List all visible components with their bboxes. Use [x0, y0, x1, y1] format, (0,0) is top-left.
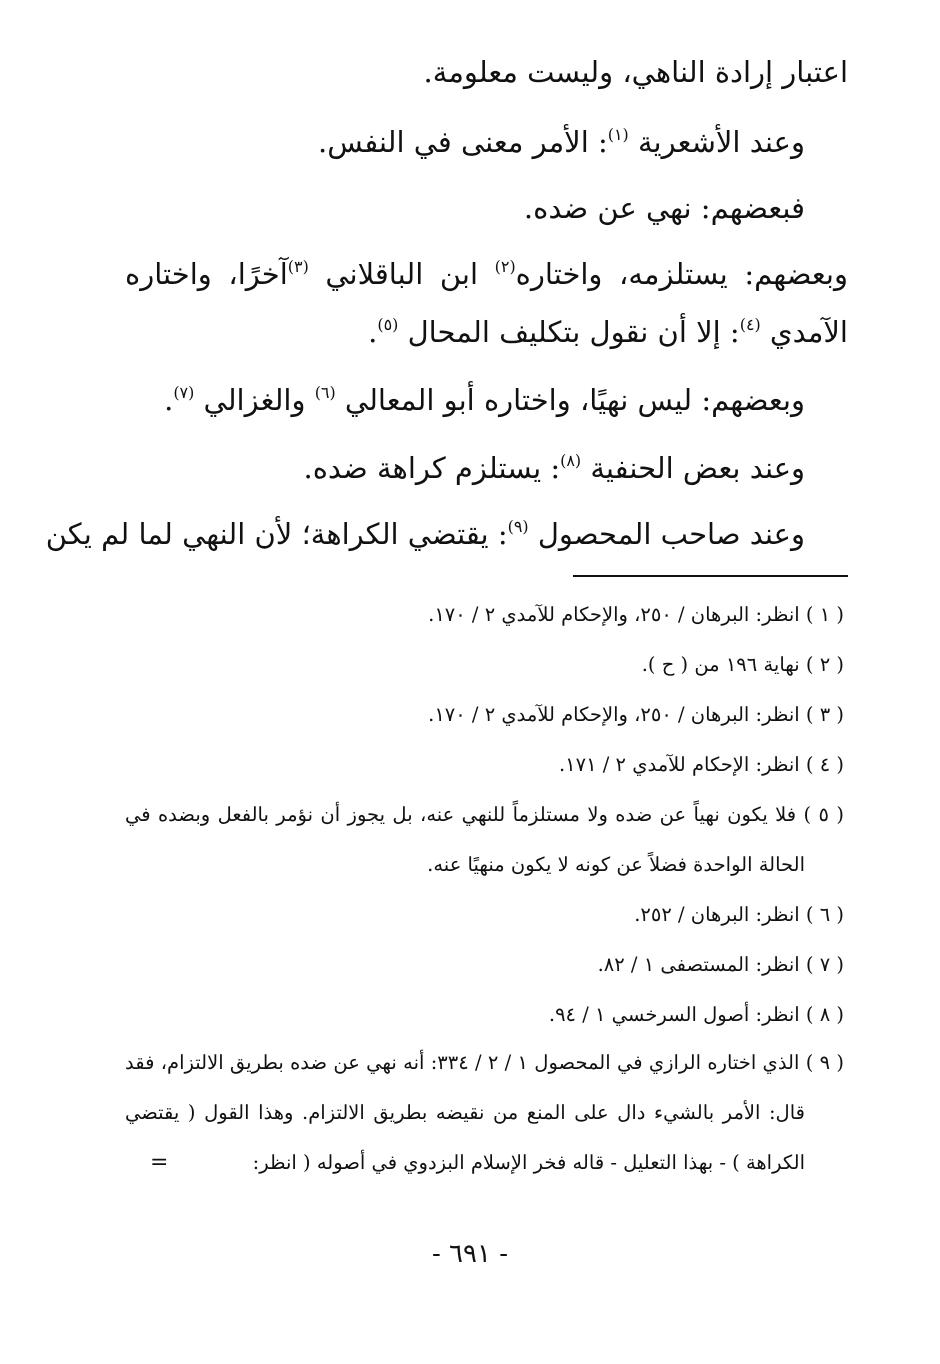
body-line-7: وعند بعض الحنفية $^{(٨)}$: يستلزم كراهة ضده. — [303, 451, 805, 485]
body-line-6: وبعضهم: ليس نهيًا، واختاره أبو المعالي $^{(٦)}$ والغزالي $^{(٧)}$. — [164, 383, 805, 417]
body-text: وبعضهم: يستلزمه، واختاره — [515, 257, 848, 291]
body-text: : يقتضي الكراهة؛ لأن النهي لما لم يكن — [45, 517, 508, 551]
body-text: : يستلزم كراهة ضده. — [303, 451, 561, 485]
footnote-ref: ٦ — [320, 383, 330, 403]
body-text: وبعضهم: ليس نهيًا، واختاره أبو المعالي — [335, 383, 805, 417]
footnote-6: ( ٦ ) انظر: البرهان / ٢٥٢. — [634, 903, 844, 926]
page-number: - ٦٩١ - — [431, 1239, 509, 1269]
body-text: وعند بعض الحنفية — [581, 451, 805, 485]
body-line-8: وعند صاحب المحصول $^{(٩)}$: يقتضي الكراهة؛ لأن النهي لما لم يكن — [45, 517, 805, 551]
footnote-ref: ٧ — [179, 383, 189, 403]
body-line-3 — [524, 188, 805, 228]
footnote-ref: ٩ — [513, 517, 523, 537]
body-text: : الأمر معنى في النفس. — [318, 125, 608, 159]
footnote-ref: ١ — [613, 125, 623, 145]
continuation-mark: = — [150, 1150, 169, 1175]
footnote-3: ( ٣ ) انظر: البرهان / ٢٥٠، والإحكام للآمدي ٢ / ١٧٠. — [428, 703, 844, 726]
footnote-ref: ٥ — [383, 315, 393, 335]
body-text: . — [164, 383, 174, 417]
footnote-9-continued: قال: الأمر بالشيء دال على المنع من نقيضه بطريق الالتزام. وهذا القول ( يقتضي — [125, 1101, 805, 1124]
body-text: فبعضهم: نهي عن ضده. — [523, 191, 805, 225]
body-text: وعند صاحب المحصول — [528, 517, 805, 551]
footnote-9-continued-2: الكراهة ) - بهذا التعليل - قاله فخر الإسلام البزدوي في أصوله ( انظر: — [252, 1151, 805, 1174]
body-line-4: وبعضهم: يستلزمه، واختاره$^{(٢)}$ ابن الباقلاني $^{(٣)}$آخرًا، واختاره — [125, 257, 848, 291]
footnote-5: ( ٥ ) فلا يكون نهياً عن ضده ولا مستلزماً للنهي عنه، بل يجوز أن نؤمر بالفعل وبضده في — [125, 803, 844, 826]
body-text: اعتبار إرادة الناهي، وليست معلومة. — [423, 55, 848, 89]
footnote-5-continued: الحالة الواحدة فضلاً عن كونه لا يكون منهيًا عنه. — [427, 853, 805, 876]
body-text: وعند الأشعرية — [637, 125, 805, 159]
footnote-ref: ٤ — [745, 315, 755, 335]
footnote-7: ( ٧ ) انظر: المستصفى ١ / ٨٢. — [597, 953, 844, 976]
footnote-divider — [573, 575, 848, 577]
body-text: ابن الباقلاني — [308, 257, 495, 291]
footnote-ref: ٨ — [566, 451, 575, 471]
body-text: والغزالي — [194, 383, 315, 417]
footnote-2: ( ٢ ) نهاية ١٩٦ من ( ح ). — [641, 653, 844, 676]
footnote-ref: ٢ — [500, 257, 510, 277]
body-text: الآمدي — [760, 315, 848, 349]
footnote-4: ( ٤ ) انظر: الإحكام للآمدي ٢ / ١٧١. — [558, 753, 844, 776]
footnote-8: ( ٨ ) انظر: أصول السرخسي ١ / ٩٤. — [548, 1003, 844, 1026]
body-line-2: وعند الأشعرية $^{(١)}$: الأمر معنى في النفس. — [318, 125, 805, 159]
footnote-9: ( ٩ ) الذي اختاره الرازي في المحصول ١ / ٢ / ٣٣٤: أنه نهي عن ضده بطريق الالتزام، فقد — [125, 1051, 845, 1074]
body-line-1 — [424, 52, 848, 92]
footnote-1: ( ١ ) انظر: البرهان / ٢٥٠، والإحكام للآمدي ٢ / ١٧٠. — [428, 603, 844, 626]
body-text: آخرًا، واختاره — [125, 257, 288, 291]
body-text: . — [368, 315, 378, 349]
body-text: : إلا أن نقول بتكليف المحال — [398, 315, 740, 349]
footnote-ref: ٣ — [294, 257, 303, 277]
body-line-5: الآمدي $^{(٤)}$: إلا أن نقول بتكليف المحال $^{(٥)}$. — [368, 315, 848, 349]
